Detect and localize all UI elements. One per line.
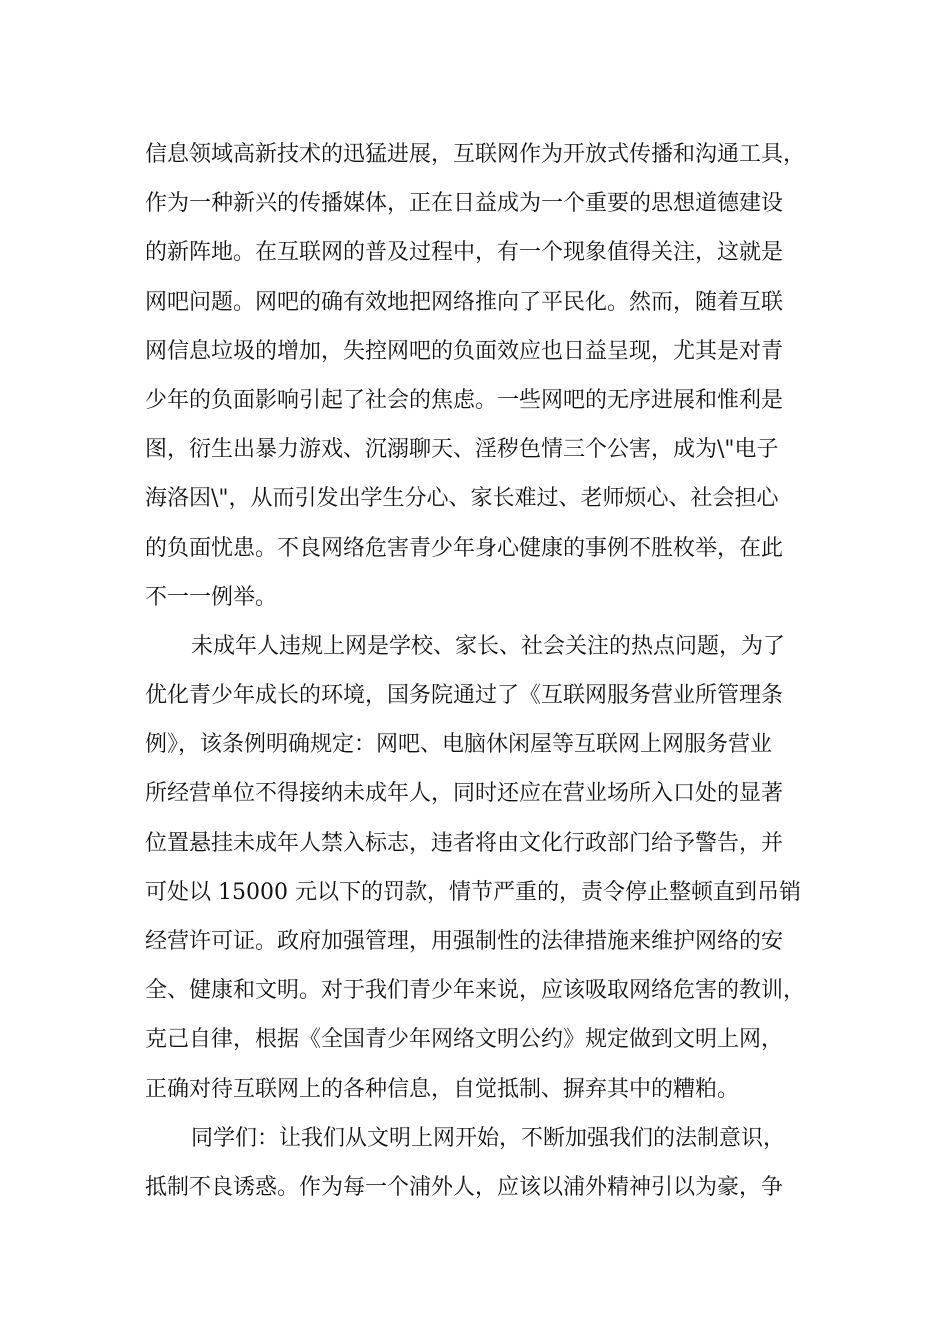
paragraph-1-line-9: 的负面忧患。不良网络危害青少年身心健康的事例不胜枚举，在此	[145, 535, 784, 561]
paragraph-1-line-10: 不一一例举。	[145, 584, 278, 610]
paragraph-3-line-2: 抵制不良诱惑。作为每一个浦外人，应该以浦外精神引以为豪，争	[145, 1174, 784, 1200]
paragraph-3-line-1: 同学们：让我们从文明上网开始，不断加强我们的法制意识，	[191, 1125, 786, 1151]
paragraph-2-line-2: 优化青少年成长的环境，国务院通过了《互联网服务营业所管理条	[145, 683, 784, 709]
paragraph-1-line-3: 的新阵地。在互联网的普及过程中，有一个现象值得关注，这就是	[145, 240, 784, 266]
paragraph-2-line-7: 经营许可证。政府加强管理，用强制性的法律措施来维护网络的安	[145, 929, 784, 954]
paragraph-2-line-8: 全、健康和文明。对于我们青少年来说，应该吸取网络危害的教训，	[145, 978, 806, 1004]
paragraph-2-line-10: 正确对待互联网上的各种信息，自觉抵制、摒弃其中的糟粕。	[145, 1076, 740, 1102]
paragraph-1-line-7: 图，衍生出暴力游戏、沉溺聊天、淫秽色情三个公害，成为\"电子	[145, 437, 779, 463]
paragraph-2-line-4: 所经营单位不得接纳未成年人，同时还应在营业场所入口处的显著	[145, 781, 784, 807]
paragraph-1-line-5: 网信息垃圾的增加，失控网吧的负面效应也日益呈现，尤其是对青	[145, 338, 784, 364]
paragraph-1-line-4: 网吧问题。网吧的确有效地把网络推向了平民化。然而，随着互联	[145, 289, 784, 315]
paragraph-1-line-1: 信息领域高新技术的迅猛进展，互联网作为开放式传播和沟通工具，	[145, 142, 806, 167]
paragraph-2-line-3: 例》，该条例明确规定：网吧、电脑休闲屋等互联网上网服务营业	[145, 732, 773, 758]
paragraph-2-line-9: 克己自律，根据《全国青少年网络文明公约》规定做到文明上网，	[145, 1027, 784, 1053]
paragraph-2-line-5: 位置悬挂未成年人禁入标志，违者将由文化行政部门给予警告，并	[145, 830, 784, 856]
paragraph-2-line-6: 可处以 15000 元以下的罚款，情节严重的，责令停止整顿直到吊销	[145, 879, 801, 905]
document-body	[145, 130, 845, 1212]
paragraph-1-line-8: 海洛因\"，从而引发出学生分心、家长难过、老师烦心、社会担心	[145, 486, 779, 512]
paragraph-2-line-1: 未成年人违规上网是学校、家长、社会关注的热点问题，为了	[191, 633, 786, 659]
paragraph-1-line-2: 作为一种新兴的传播媒体，正在日益成为一个重要的思想道德建设	[145, 191, 784, 217]
paragraph-1-line-6: 少年的负面影响引起了社会的焦虑。一些网吧的无序进展和惟利是	[145, 387, 784, 413]
